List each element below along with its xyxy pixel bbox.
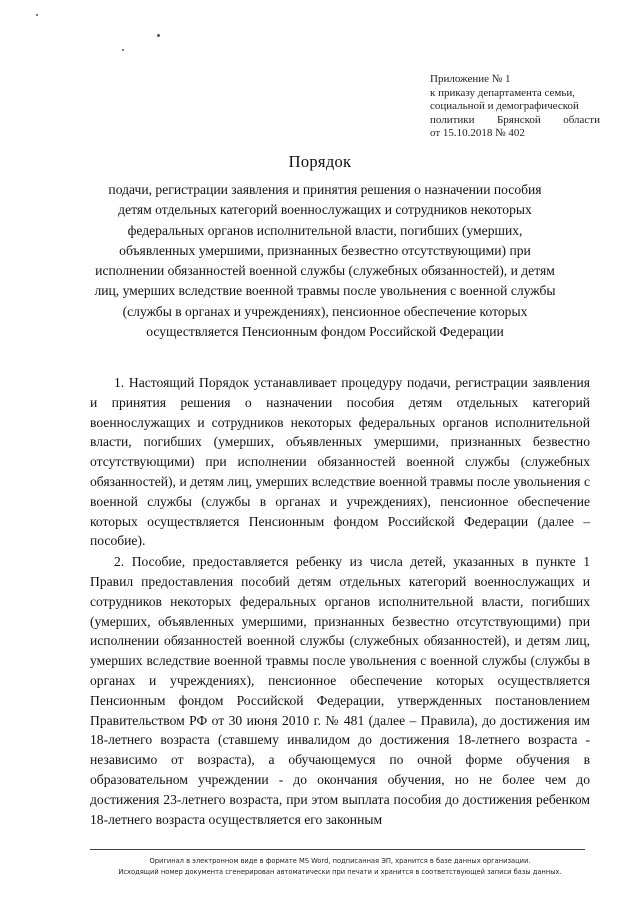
appendix-line: социальной и демографической	[430, 100, 579, 112]
appendix-line: политики Брянской области	[430, 113, 600, 126]
footer-note	[90, 856, 590, 878]
document-body	[90, 373, 590, 830]
paragraph: 1. Настоящий Порядок устанавливает процедуру подачи, регистрации заявления и принятия решения о назначении пособия детям отдельных категорий военнослужащих и сотрудников некоторых федеральных органов исполнительной власти, погибших (умерших, объявленных умершими, признанных безвестно отсутствующими) при исполнении обязанностей военной службы (служебных обязанностей), и детям лиц, умерших вследствие военной травмы после увольнения с военной службы (службы в органах и учреждениях), пенсионное обеспечение которых осуществляется Пенсионным фондом Российской Федерации (далее – пособие).	[90, 375, 590, 549]
document-subtitle: подачи, регистрации заявления и принятия решения о назначении пособия детям отдельных категорий военнослужащих и сотрудников некоторых федеральных органов исполнительной власти, погибших (умерших, объявленных умершими, признанных безвестно отсутствующими) при исполнении обязанностей военной службы (служебных обязанностей), и детям лиц, умерших вследствие военной травмы после увольнения с военной службы (службы в органах и учреждениях), пенсионное обеспечение которых осуществляется Пенсионным фондом Российской Федерации	[94, 182, 556, 340]
footer-line: Исходящий номер документа сгенерирован автоматически при печати и хранится в соответствующей записи базы данных.	[118, 868, 562, 876]
scan-speck	[122, 49, 124, 51]
scan-speck	[36, 14, 38, 16]
paragraph: 2. Пособие, предоставляется ребенку из числа детей, указанных в пункте 1 Правил предоставления пособий детям отдельных категорий военнослужащих и сотрудников некоторых федеральных органов исполнительной власти, погибших (умерших, объявленных умершими, признанных безвестно отсутствующими) при исполнении обязанностей военной службы (служебных обязанностей), и детям лиц, умерших вследствие военной травмы после увольнения с военной службы (службы в органах и учреждениях), пенсионное обеспечение которых осуществляется Пенсионным фондом Российской Федерации, утвержденных постановлением Правительством РФ от 30 июня 2010 г. № 481 (далее – Правила), до достижения им 18-летнего возраста (ставшему инвалидом до достижения 18-летнего возраста - независимо от возраста), а обучающемуся по очной форме обучения в образовательном учреждении - до окончания обучения, но не более чем до достижения 23-летнего возраста, при этом выплата пособия до достижения ребенком 18-летнего возраста осуществляется его законным	[90, 554, 590, 827]
document-title: Порядок	[288, 152, 352, 171]
appendix-line: к приказу департамента семьи,	[430, 86, 576, 99]
appendix-note	[430, 73, 600, 141]
scan-speck	[157, 34, 160, 37]
appendix-line: Приложение № 1	[430, 73, 511, 85]
appendix-line: от 15.10.2018 № 402	[430, 127, 525, 139]
footer-divider	[90, 849, 585, 850]
footer-line: Оригинал в электронном виде в формате MS Word, подписанная ЭП, хранится в базе данных организации.	[149, 857, 531, 865]
